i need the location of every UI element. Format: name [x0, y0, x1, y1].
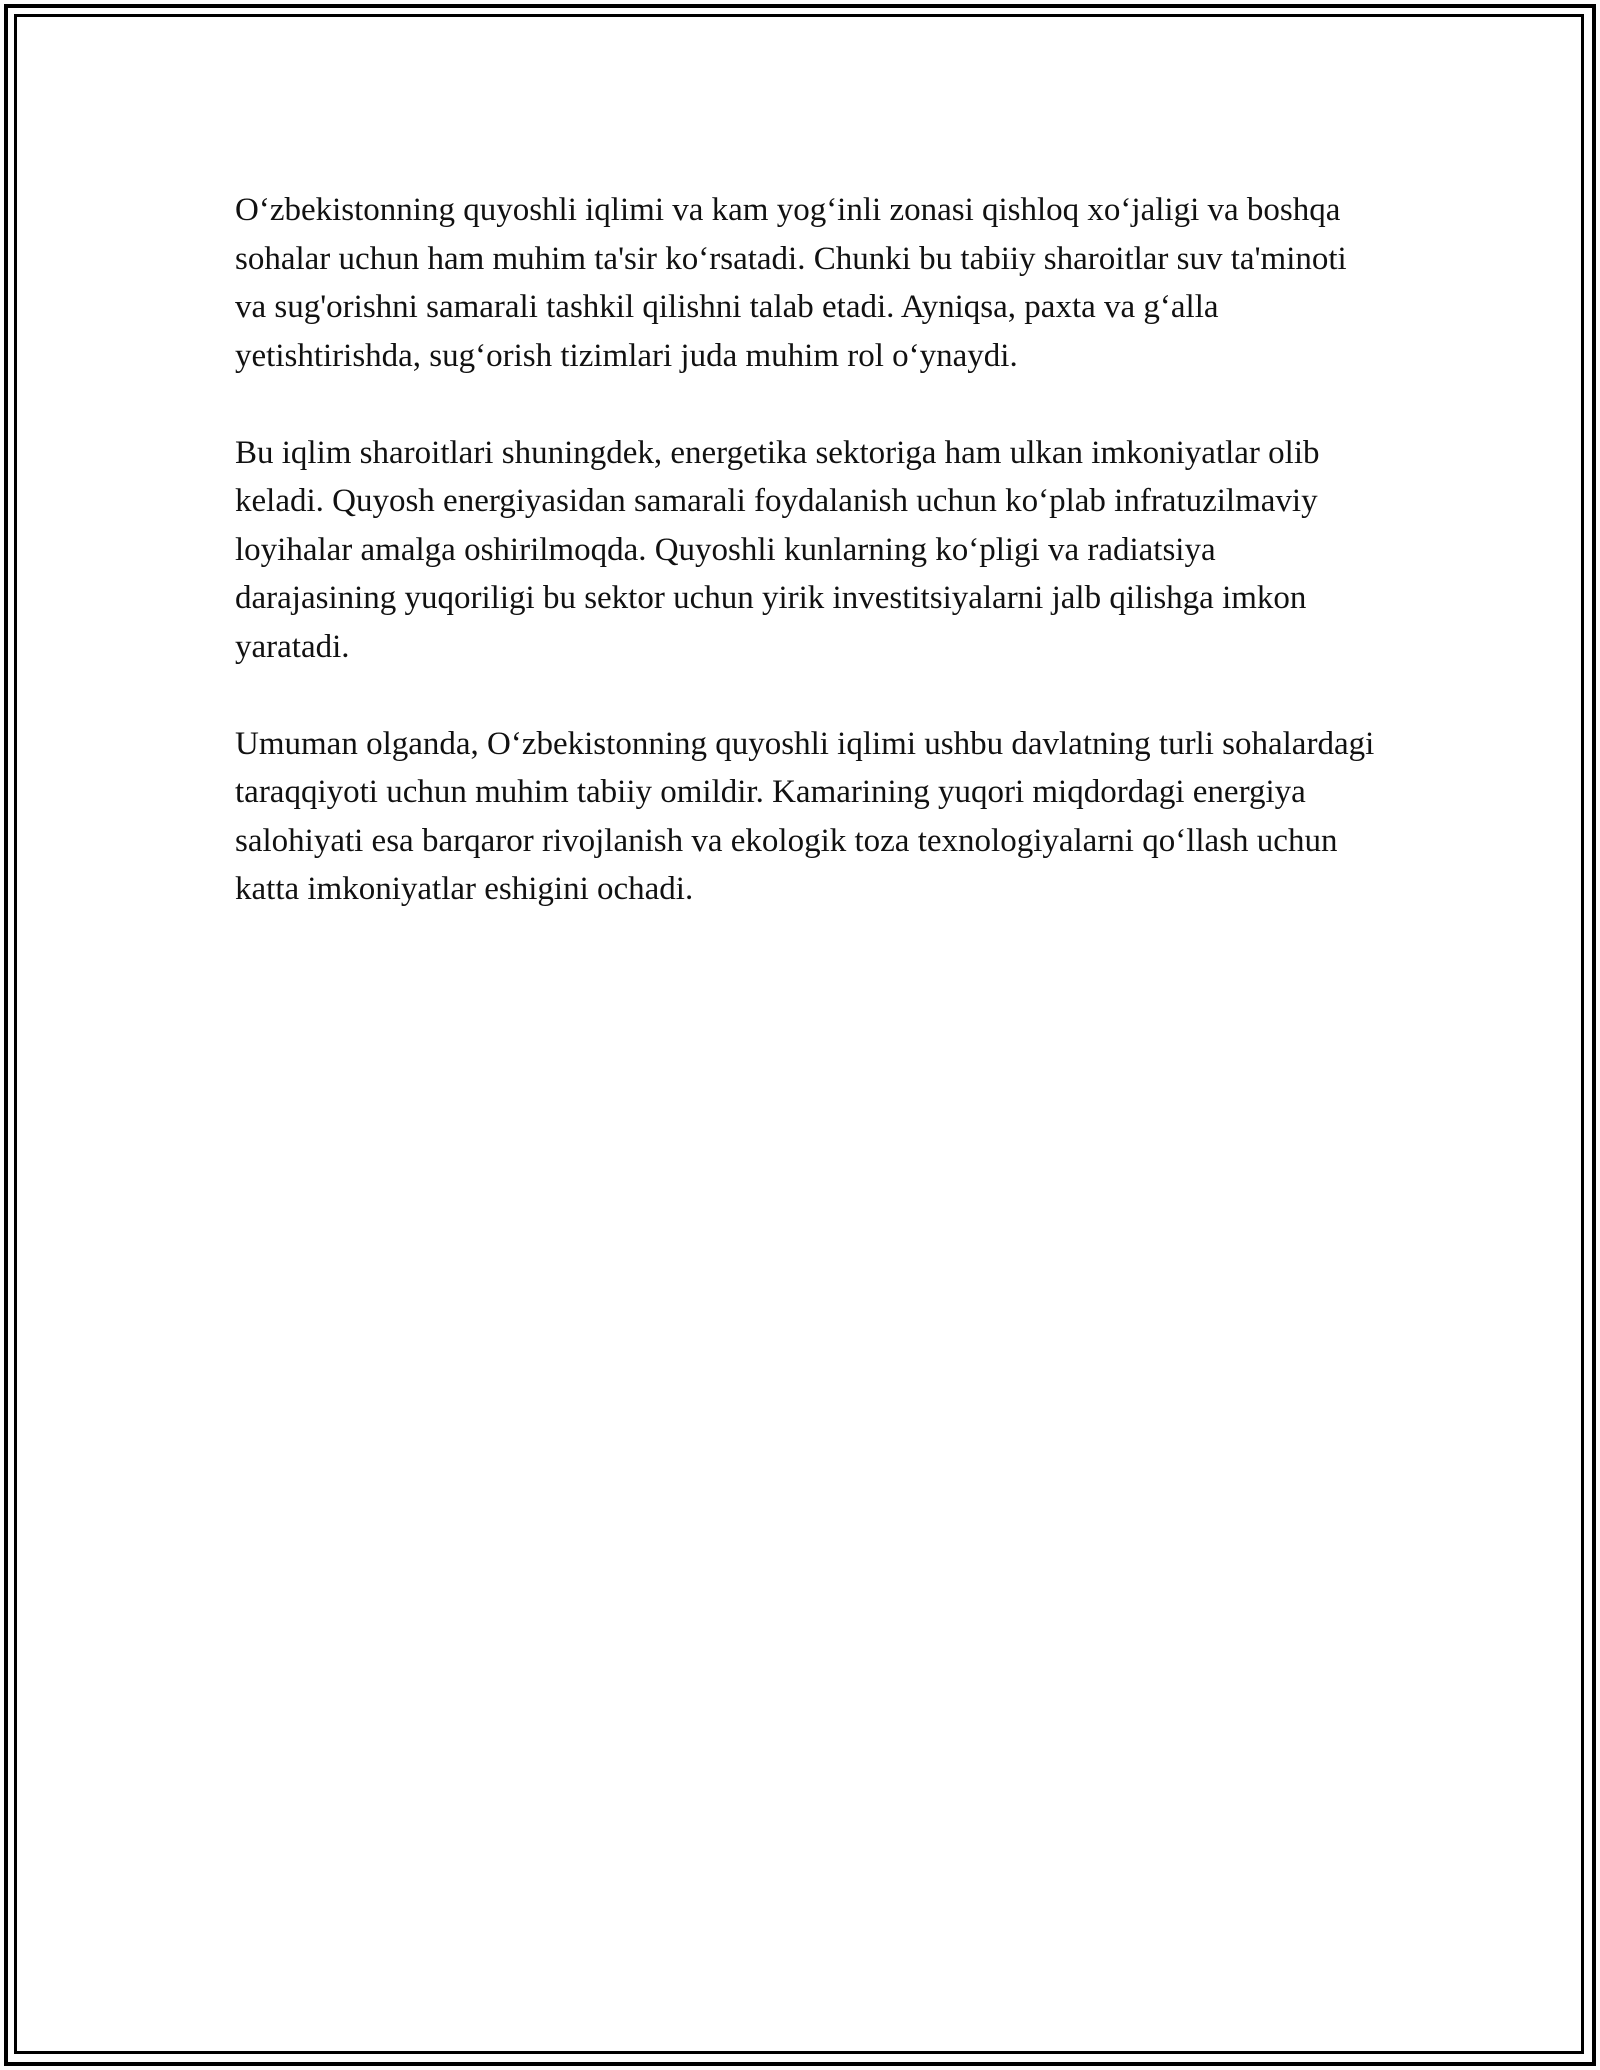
- paragraph-3: Umuman olganda, O‘zbekistonning quyoshli iqlimi ushbu davlatning turli sohalardagi taraqqiyoti uchun muhim tabiiy omildir. Kamarining yuqori miqdordagi energiya salohiyati esa barqaror rivojlanish va ekologik toza texnologiyalarni qo‘llash uchun katta imkoniyatlar eshigini ochadi.: [235, 725, 1375, 907]
- paragraph-1: O‘zbekistonning quyoshli iqlimi va kam yog‘inli zonasi qishloq xo‘jaligi va boshqa sohalar uchun ham muhim ta'sir ko‘rsatadi. Chunki bu tabiiy sharoitlar suv ta'minoti va sug'orishni samarali tashkil qilishni talab etadi. Ayniqsa, paxta va g‘alla yetishtirishda, sug‘orish tizimlari juda muhim rol o‘ynaydi.: [235, 192, 1347, 374]
- document-body: [235, 186, 1375, 962]
- paragraph-2: Bu iqlim sharoitlari shuningdek, energetika sektoriga ham ulkan imkoniyatlar olib keladi. Quyosh energiyasidan samarali foydalanish uchun ko‘plab infratuzilmaviy loyihalar amalga oshirilmoqda. Quyoshli kunlarning ko‘pligi va radiatsiya darajasining yuqoriligi bu sektor uchun yirik investitsiyalarni jalb qilishga imkon yaratadi.: [235, 434, 1320, 665]
